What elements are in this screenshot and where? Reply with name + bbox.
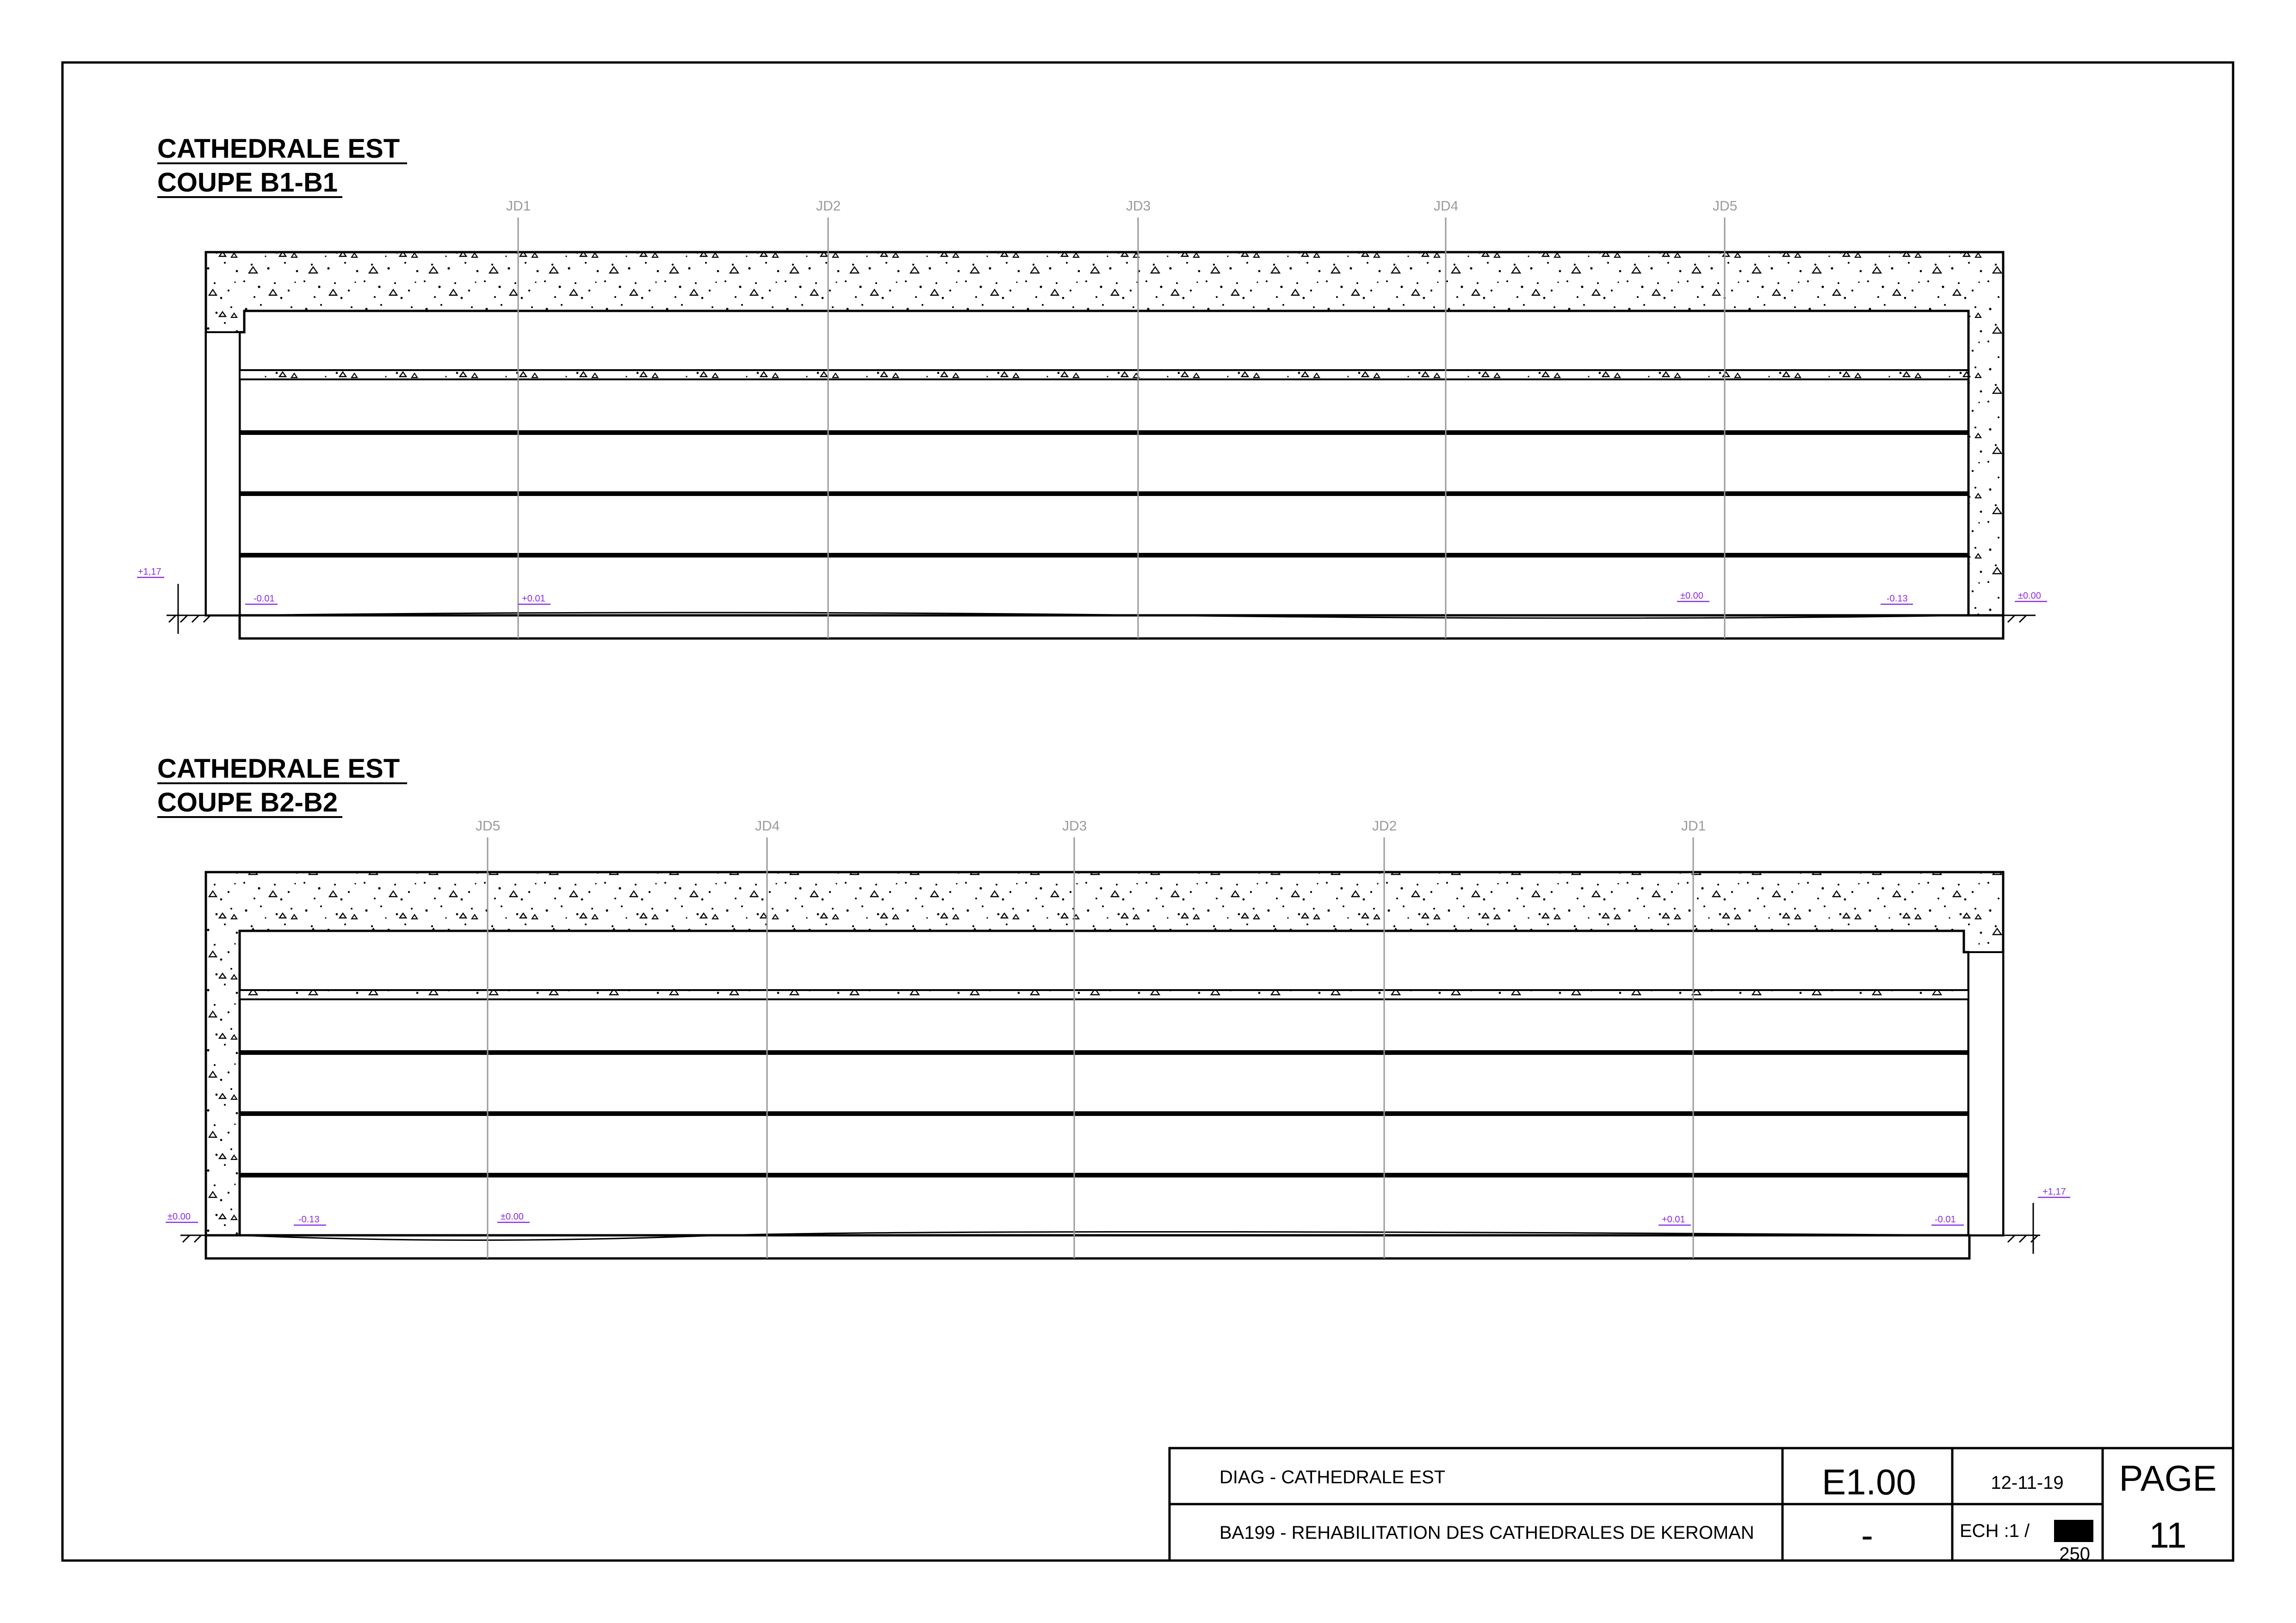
section-b2-level-1: ±0.00: [167, 1212, 191, 1222]
section-b1-level-2: +0.01: [522, 594, 545, 604]
section-b1-grid-label-2: JD2: [816, 198, 841, 214]
section-b2-level-4: +0.01: [1662, 1214, 1685, 1225]
section-b1-grid-label-3: JD3: [1126, 198, 1151, 214]
section-b2: [157, 754, 2070, 1258]
title-block-page-number: 11: [2149, 1515, 2187, 1555]
title-block-revision: -: [1861, 1515, 1873, 1555]
section-b1-level-3: ±0.00: [1680, 591, 1703, 601]
section-b1-grid-label-1: JD1: [506, 198, 531, 214]
section-b1-title-line1: CATHEDRALE EST: [157, 134, 400, 164]
section-b2-title-line2: COUPE B2-B2: [157, 787, 338, 818]
section-b1-level-1: -0.01: [254, 594, 275, 604]
title-block-description: BA199 - REHABILITATION DES CATHEDRALES DE KEROMAN: [1219, 1523, 1754, 1543]
section-b2-title-line1: CATHEDRALE EST: [157, 754, 400, 784]
section-b2-ground-slab: [206, 1235, 1969, 1258]
title-block-date: 12-11-19: [1991, 1473, 2064, 1493]
title-block-scale-prefix: ECH :1 /: [1960, 1521, 2030, 1541]
title-block-drawing-number: E1.00: [1822, 1462, 1916, 1502]
section-b1-ground-slab: [240, 615, 2003, 638]
title-block-scale-value: 250: [2059, 1544, 2090, 1564]
section-b2-grid-label-5: JD1: [1681, 818, 1706, 834]
section-b2-grid-label-4: JD2: [1372, 818, 1397, 834]
section-b2-level-2: -0.13: [298, 1214, 320, 1225]
section-b1-floors: [240, 370, 1968, 558]
section-b1-title-line2: COUPE B1-B1: [157, 167, 338, 198]
section-b1-grid-label-5: JD5: [1713, 198, 1738, 214]
section-b2-level-outside: +1,17: [2042, 1187, 2066, 1197]
title-block-scale-bar: [2054, 1520, 2093, 1542]
title-block-project: DIAG - CATHEDRALE EST: [1219, 1467, 1446, 1487]
section-b1-grid-label-4: JD4: [1434, 198, 1459, 214]
section-b1-level-outside: +1,17: [138, 567, 161, 577]
section-b2-grid-label-2: JD4: [755, 818, 780, 834]
section-b2-level-5: -0.01: [1935, 1214, 1956, 1225]
section-b2-grid-label-3: JD3: [1062, 818, 1087, 834]
section-b2-floors: [240, 990, 1968, 1177]
section-b1-level-5: ±0.00: [2018, 591, 2041, 601]
section-b2-grid-label-1: JD5: [476, 818, 501, 834]
section-b1-level-4: -0.13: [1887, 594, 1908, 604]
section-b1: [137, 134, 2047, 638]
title-block-page-label: PAGE: [2119, 1458, 2217, 1499]
section-b2-level-3: ±0.00: [501, 1212, 524, 1222]
